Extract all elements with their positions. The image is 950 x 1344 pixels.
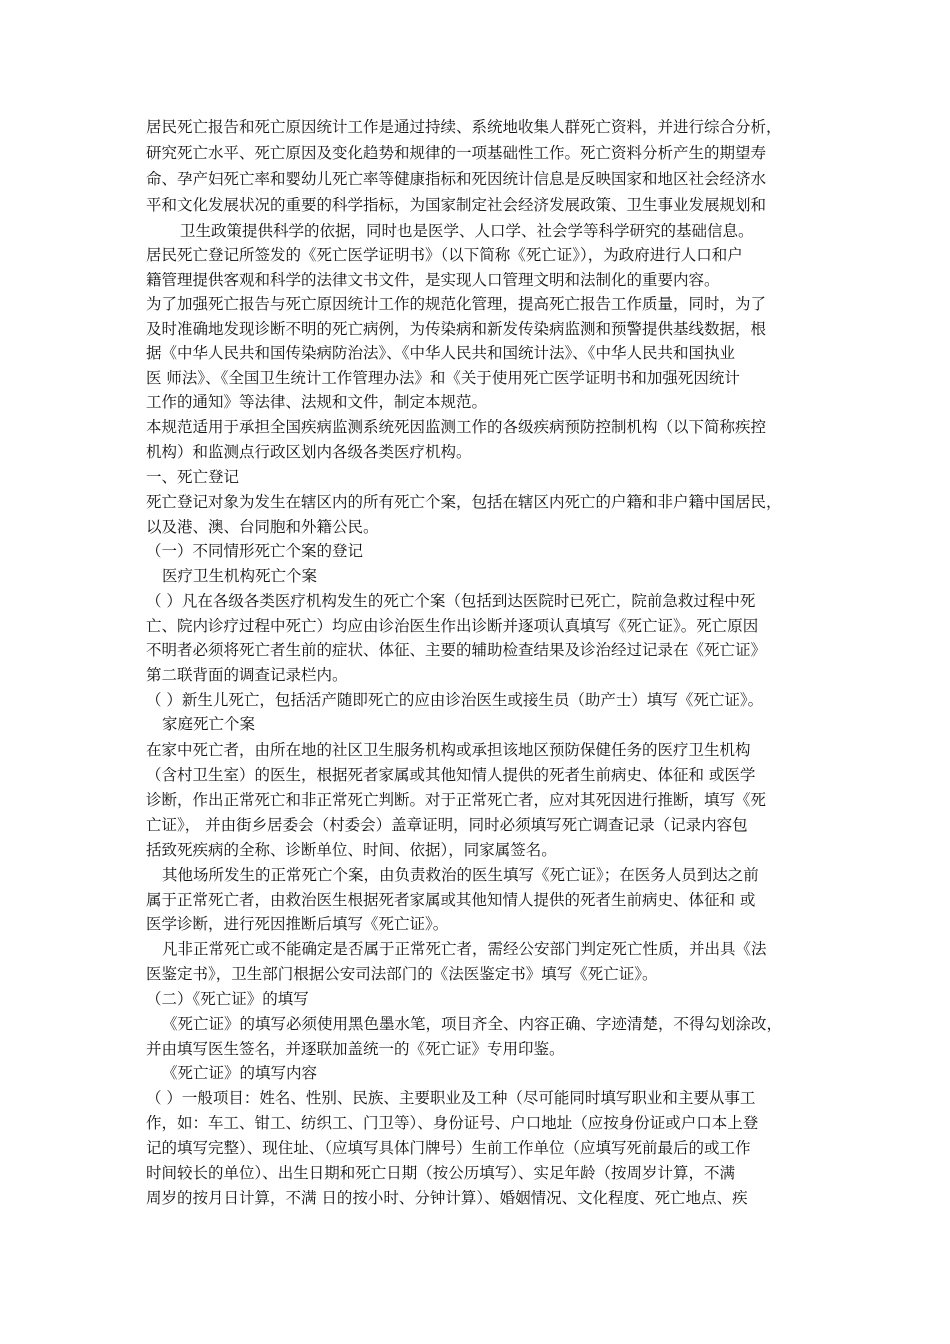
text-line: 属于正常死亡者，由救治医生根据死者家属或其他知情人提供的死者生前病史、体征和 或 bbox=[146, 891, 756, 909]
text-line: （ ）凡在各级各类医疗机构发生的死亡个案（包括到达医院时已死亡，院前急救过程中死 bbox=[146, 592, 756, 610]
text-line: 及时准确地发现诊断不明的死亡病例，为传染病和新发传染病监测和预警提供基线数据，根 bbox=[146, 320, 767, 338]
text-line: 其他场所发生的正常死亡个案，由负责救治的医生填写《死亡证》；在医务人员到达之前 bbox=[162, 866, 759, 884]
subsection-heading: 医疗卫生机构死亡个案 bbox=[162, 567, 318, 585]
text-line: （ ）新生儿死亡，包括活产随即死亡的应由诊治医生或接生员（助产士）填写《死亡证》。 bbox=[146, 691, 764, 709]
text-line: 以及港、澳、台同胞和外籍公民。 bbox=[146, 518, 379, 536]
text-line: 医学诊断，进行死因推断后填写《死亡证》。 bbox=[146, 915, 449, 933]
text-line: 并由填写医生签名，并逐联加盖统一的《死亡证》专用印鉴。 bbox=[146, 1040, 565, 1058]
text-line: 周岁的按月日计算，不满 日的按小时、分钟计算）、婚姻情况、文化程度、死亡地点、疾 bbox=[146, 1189, 748, 1207]
text-line: 居民死亡登记所签发的《死亡医学证明书》（以下简称《死亡证》），为政府进行人口和户 bbox=[146, 246, 743, 264]
text-line: 诊断，作出正常死亡和非正常死亡判断。对于正常死亡者，应对其死因进行推断，填写《死 bbox=[146, 791, 767, 809]
text-line: 括致死疾病的全称、诊断单位、时间、依据），同家属签名。 bbox=[146, 841, 557, 859]
text-line: 为了加强死亡报告与死亡原因统计工作的规范化管理，提高死亡报告工作质量，同时，为了 bbox=[146, 295, 767, 313]
text-line: 第二联背面的调查记录栏内。 bbox=[146, 666, 348, 684]
text-line: 命、孕产妇死亡率和婴幼儿死亡率等健康指标和死因统计信息是反映国家和地区社会经济水 bbox=[146, 170, 767, 188]
text-line: 居民死亡报告和死亡原因统计工作是通过持续、系统地收集人群死亡资料，并进行综合分析， bbox=[146, 118, 782, 136]
text-line: 记的填写完整）、现住址、（应填写具体门牌号）生前工作单位（应填写死前最后的或工作 bbox=[146, 1139, 751, 1157]
subsection-heading: （一）不同情形死亡个案的登记 bbox=[146, 542, 364, 560]
text-line: 《死亡证》的填写必须使用黑色墨水笔，项目齐全、内容正确、字迹清楚，不得勾划涂改， bbox=[162, 1015, 783, 1033]
text-line: 不明者必须将死亡者生前的症状、体征、主要的辅助检查结果及诊治经过记录在《死亡证》 bbox=[146, 641, 767, 659]
text-line: 机构）和监测点行政区划内各级各类医疗机构。 bbox=[146, 443, 472, 461]
text-line: 作，如：车工、钳工、纺织工、门卫等）、身份证号、户口地址（应按身份证或户口本上登 bbox=[146, 1114, 759, 1132]
text-line: 医 师法》、《全国卫生统计工作管理办法》和《关于使用死亡医学证明书和加强死因统计 bbox=[146, 369, 740, 387]
text-line: 平和文化发展状况的重要的科学指标，为国家制定社会经济发展政策、卫生事业发展规划和 bbox=[146, 196, 767, 214]
text-line: 籍管理提供客观和科学的法律文书文件，是实现人口管理文明和法制化的重要内容。 bbox=[146, 271, 720, 289]
section-heading: 一、死亡登记 bbox=[146, 468, 240, 486]
text-line: 时间较长的单位）、出生日期和死亡日期（按公历填写）、实足年龄（按周岁计算，不满 bbox=[146, 1164, 736, 1182]
subsection-heading: 《死亡证》的填写内容 bbox=[162, 1064, 318, 1082]
text-line: 研究死亡水平、死亡原因及变化趋势和规律的一项基础性工作。死亡资料分析产生的期望寿 bbox=[146, 144, 767, 162]
text-line: 本规范适用于承担全国疾病监测系统死因监测工作的各级疾病预防控制机构（以下简称疾控 bbox=[146, 418, 767, 436]
text-line: 亡、院内诊疗过程中死亡）均应由诊治医生作出诊断并逐项认真填写《死亡证》。死亡原因 bbox=[146, 617, 759, 635]
text-line: 工作的通知》等法律、法规和文件，制定本规范。 bbox=[146, 393, 488, 411]
subsection-heading: （二）《死亡证》的填写 bbox=[146, 990, 309, 1008]
text-line: （ ）一般项目：姓名、性别、民族、主要职业及工种（尽可能同时填写职业和主要从事工 bbox=[146, 1089, 756, 1107]
subsection-heading: 家庭死亡个案 bbox=[162, 715, 256, 733]
text-line: 据《中华人民共和国传染病防治法》、《中华人民共和国统计法》、《中华人民共和国执业 bbox=[146, 344, 736, 362]
text-line: （含村卫生室）的医生，根据死者家属或其他知情人提供的死者生前病史、体征和 或医学 bbox=[146, 766, 756, 784]
text-line: 卫生政策提供科学的依据，同时也是医学、人口学、社会学等科学研究的基础信息。 bbox=[180, 222, 754, 240]
text-line: 死亡登记对象为发生在辖区内的所有死亡个案，包括在辖区内死亡的户籍和非户籍中国居民， bbox=[146, 493, 782, 511]
text-line: 亡证》， 并由街乡居委会（村委会）盖章证明，同时必须填写死亡调查记录（记录内容包 bbox=[146, 816, 748, 834]
text-line: 医鉴定书》，卫生部门根据公安司法部门的《法医鉴定书》填写《死亡证》。 bbox=[146, 965, 658, 983]
text-line: 凡非正常死亡或不能确定是否属于正常死亡者，需经公安部门判定死亡性质，并出具《法 bbox=[162, 940, 767, 958]
text-line: 在家中死亡者，由所在地的社区卫生服务机构或承担该地区预防保健任务的医疗卫生机构 bbox=[146, 741, 751, 759]
